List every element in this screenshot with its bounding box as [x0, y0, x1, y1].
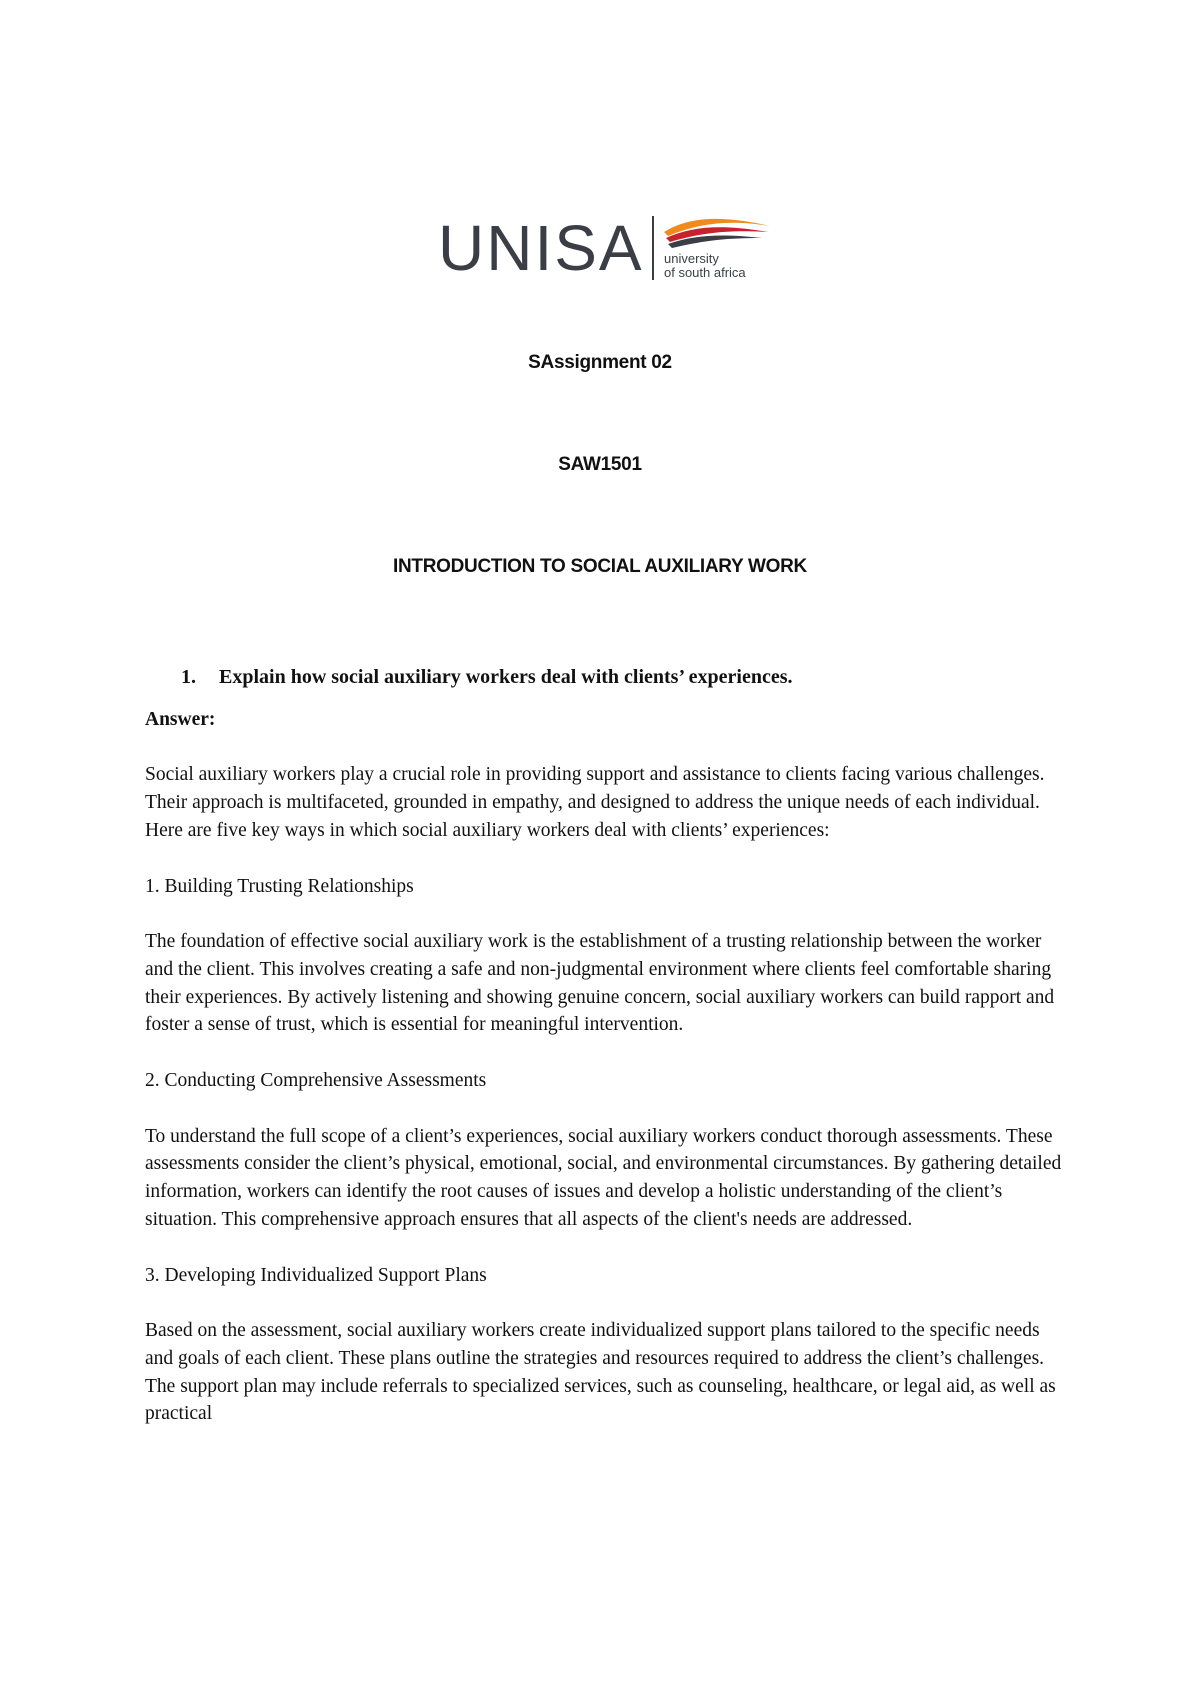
document-body — [145, 664, 1065, 1456]
answer-intro: Social auxiliary workers play a crucial role in providing support and assistance to clients facing various challenges. Their approach is multifaceted, grounded in empathy, and designed to address the unique needs of each individual. Here are five key ways in which social auxiliary workers deal with clients’ experiences: — [145, 764, 1045, 841]
section-heading-2: 2. Conducting Comprehensive Assessments — [145, 1070, 487, 1092]
logo-swoosh-icon — [662, 212, 772, 252]
section-body-2: To understand the full scope of a client’s experiences, social auxiliary workers conduct thorough assessments. These assessments consider the client’s physical, emotional, social, and environmental circumstances. By gathering detailed information, workers can identify the root causes of issues and develop a holistic understanding of the client’s situation. This comprehensive approach ensures that all aspects of the client's needs are addressed. — [145, 1125, 1062, 1230]
question-1 — [181, 664, 1065, 692]
logo-subtitle — [664, 252, 746, 280]
unisa-logo — [438, 212, 768, 290]
section-heading-1: 1. Building Trusting Relationships — [145, 875, 414, 897]
logo-divider — [652, 216, 654, 280]
question-number: 1. — [181, 666, 196, 688]
logo-subtitle-line1: university — [664, 251, 719, 266]
section-body-3: Based on the assessment, social auxiliary workers create individualized support plans tailored to the specific needs and goals of each client. These plans outline the strategies and resources required to address the client’s challenges. The support plan may include referrals to specialized services, such as counseling, healthcare, or legal aid, as well as practical — [145, 1320, 1056, 1425]
section-heading-3: 3. Developing Individualized Support Plans — [145, 1264, 487, 1286]
section-body-1: The foundation of effective social auxiliary work is the establishment of a trusting relationship between the worker and the client. This involves creating a safe and non-judgmental environment where clients feel comfortable sharing their experiences. By actively listening and showing genuine concern, social auxiliary workers can build rapport and foster a sense of trust, which is essential for meaningful intervention. — [145, 931, 1055, 1036]
logo-subtitle-line2: of south africa — [664, 265, 746, 280]
answer-label: Answer: — [145, 708, 216, 730]
course-code: SAW1501 — [558, 454, 642, 475]
assignment-title: SAssignment 02 — [528, 352, 672, 373]
logo-wordmark: UNISA — [438, 212, 644, 284]
question-text: Explain how social auxiliary workers deal with clients’ experiences. — [219, 666, 793, 688]
course-title: INTRODUCTION TO SOCIAL AUXILIARY WORK — [393, 556, 807, 577]
